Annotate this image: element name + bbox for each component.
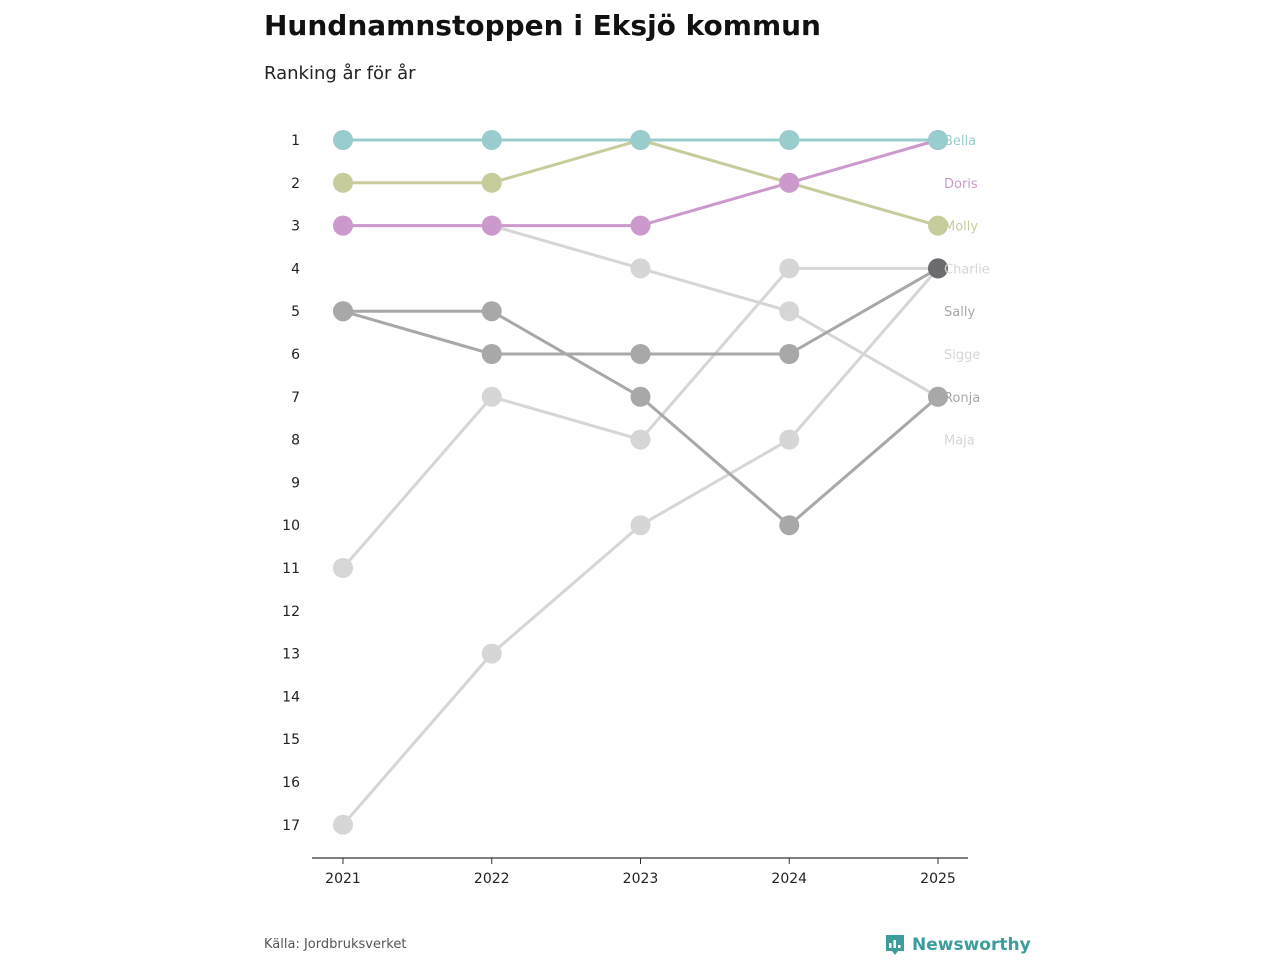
x-axis	[312, 858, 968, 887]
data-point-sally	[333, 301, 353, 321]
chart-title: Hundnamnstoppen i Eksjö kommun	[264, 9, 821, 42]
brand-name: Newsworthy	[912, 935, 1031, 955]
end-label-sally: Sally	[944, 305, 976, 321]
x-tick-label: 2023	[622, 871, 659, 887]
end-label-charlie: Charlie	[944, 262, 990, 278]
y-tick-label: 1	[291, 133, 300, 149]
y-tick-label: 5	[291, 304, 300, 321]
data-point-ronja	[779, 515, 799, 535]
y-tick-label: 15	[282, 732, 300, 749]
data-point-doris	[631, 216, 651, 236]
end-label-doris: Doris	[944, 176, 978, 192]
y-tick-label: 11	[282, 561, 300, 577]
y-tick-label: 14	[282, 689, 300, 706]
data-point-ronja	[631, 387, 651, 407]
y-tick-label: 17	[282, 817, 300, 834]
data-point-sigge	[779, 258, 799, 278]
data-point-molly	[333, 173, 353, 193]
end-label-maja: Maja	[944, 433, 975, 449]
y-tick-label: 2	[291, 175, 300, 192]
data-point-charlie	[631, 258, 651, 278]
data-point-sally	[482, 344, 502, 364]
data-point-bella	[333, 130, 353, 150]
y-tick-label: 4	[291, 261, 300, 278]
source-note: Källa: Jordbruksverket	[264, 937, 407, 952]
data-point-doris	[333, 216, 353, 236]
end-label-sigge: Sigge	[944, 348, 981, 363]
data-point-charlie	[779, 301, 799, 321]
y-tick-label: 6	[291, 347, 300, 363]
data-point-sally	[631, 344, 651, 364]
data-point-bella	[482, 130, 502, 150]
data-point-sally	[779, 344, 799, 364]
data-point-maja	[333, 815, 353, 835]
chart-subtitle: Ranking år för år	[264, 63, 416, 84]
series-line-ronja	[343, 311, 938, 525]
x-tick-label: 2024	[771, 871, 808, 887]
y-tick-label: 8	[291, 432, 300, 449]
y-tick-label: 7	[291, 389, 300, 406]
y-tick-label: 10	[282, 518, 300, 535]
y-tick-label: 13	[282, 646, 300, 663]
y-tick-label: 12	[282, 603, 300, 620]
data-point-bella	[779, 130, 799, 150]
end-label-ronja: Ronja	[944, 390, 981, 406]
data-point-maja	[482, 644, 502, 664]
y-tick-label: 9	[291, 475, 300, 492]
y-axis-ticks	[282, 133, 300, 834]
series-line-molly	[343, 140, 938, 226]
x-tick-label: 2022	[473, 871, 510, 887]
data-point-sigge	[482, 387, 502, 407]
brand-logo[interactable]	[884, 933, 1031, 957]
x-tick-label: 2021	[325, 871, 361, 887]
end-label-molly: Molly	[944, 219, 979, 235]
data-point-sigge	[631, 430, 651, 450]
y-tick-label: 3	[291, 218, 300, 235]
data-point-sigge	[333, 558, 353, 578]
data-point-bella	[631, 130, 651, 150]
y-tick-label: 16	[282, 775, 300, 791]
data-point-ronja	[482, 301, 502, 321]
series-end-labels	[944, 134, 990, 449]
data-point-maja	[779, 430, 799, 450]
series-lines	[343, 140, 938, 825]
data-point-maja	[631, 515, 651, 535]
data-point-molly	[482, 173, 502, 193]
bar-chart-bubble-icon	[884, 933, 906, 957]
end-label-bella: Bella	[944, 134, 977, 149]
data-point-doris	[482, 216, 502, 236]
x-tick-label: 2025	[920, 871, 956, 887]
data-point-doris	[779, 173, 799, 193]
